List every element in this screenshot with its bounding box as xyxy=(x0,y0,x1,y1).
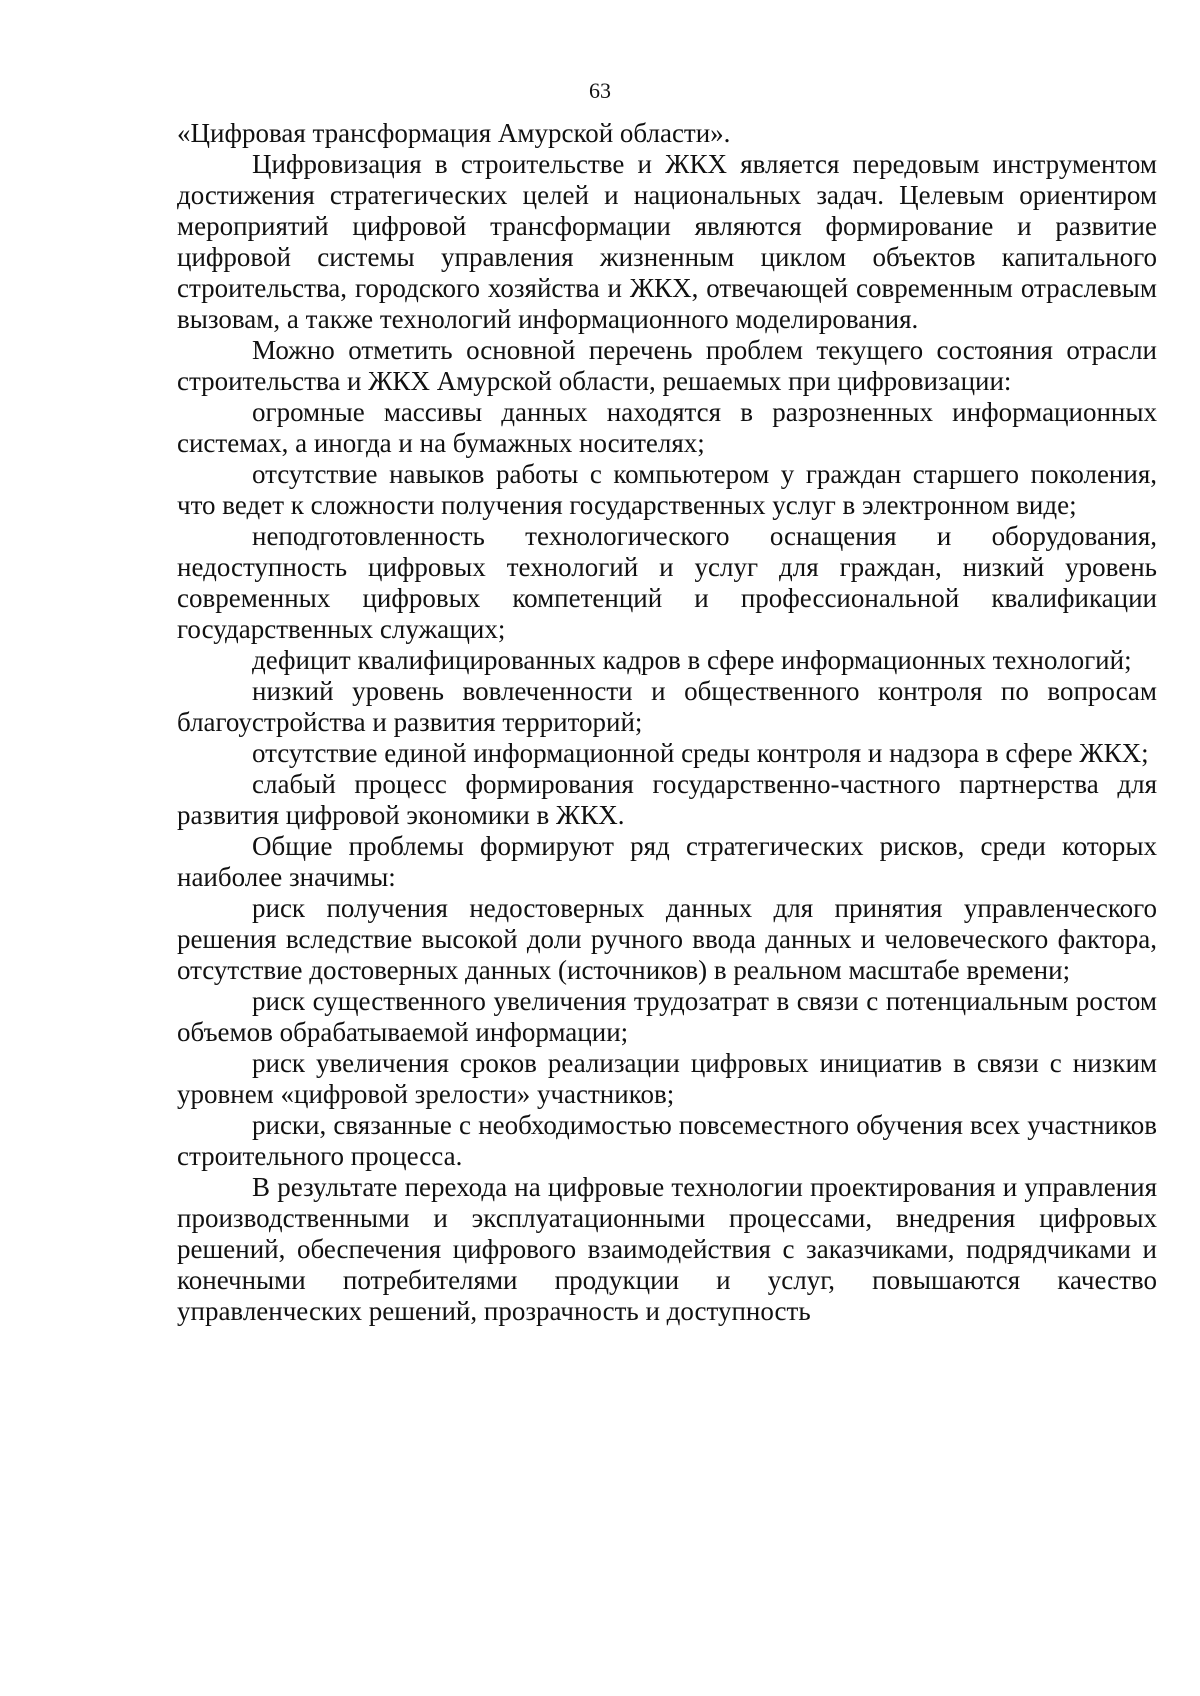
list-item-risk: риск получения недостоверных данных для принятия управленческого решения вследствие высокой доли ручного ввода данных и человеческого фактора, отсутствие достоверных данных (источников) в реальном масштабе времени; xyxy=(177,893,1157,985)
list-item-problem: низкий уровень вовлеченности и общественного контроля по вопросам благоустройства и развития территорий; xyxy=(177,676,1157,737)
document-body xyxy=(177,118,1157,1327)
list-item-problem: огромные массивы данных находятся в разрозненных информационных системах, а иногда и на бумажных носителях; xyxy=(177,397,1157,458)
list-item-problem: отсутствие навыков работы с компьютером у граждан старшего поколения, что ведет к сложности получения государственных услуг в электронном виде; xyxy=(177,459,1157,520)
list-item-risk: риск существенного увеличения трудозатрат в связи с потенциальным ростом объемов обрабатываемой информации; xyxy=(177,986,1157,1047)
list-item-problem: слабый процесс формирования государственно-частного партнерства для развития цифровой экономики в ЖКХ. xyxy=(177,769,1157,830)
paragraph-problems-intro: Можно отметить основной перечень проблем текущего состояния отрасли строительства и ЖКХ Амурской области, решаемых при цифровизации: xyxy=(177,335,1157,396)
list-item-risk: риск увеличения сроков реализации цифровых инициатив в связи с низким уровнем «цифровой зрелости» участников; xyxy=(177,1048,1157,1109)
list-item-risk: риски, связанные с необходимостью повсеместного обучения всех участников строительного процесса. xyxy=(177,1110,1157,1171)
list-item-problem: дефицит квалифицированных кадров в сфере информационных технологий; xyxy=(252,645,1132,675)
paragraph-title-continuation: «Цифровая трансформация Амурской области». xyxy=(177,118,731,148)
paragraph-risks-intro: Общие проблемы формируют ряд стратегических рисков, среди которых наиболее значимы: xyxy=(177,831,1157,892)
paragraph-results: В результате перехода на цифровые технологии проектирования и управления производственными и эксплуатационными процессами, внедрения цифровых решений, обеспечения цифрового взаимодействия с заказчиками, подрядчиками и конечными потребителями продукции и услуг, повышаются качество управленческих решений, прозрачность и доступность xyxy=(177,1172,1157,1326)
paragraph-digitalization: Цифровизация в строительстве и ЖКХ является передовым инструментом достижения стратегических целей и национальных задач. Целевым ориентиром мероприятий цифровой трансформации являются формирование и развитие цифровой системы управления жизненным циклом объектов капитального строительства, городского хозяйства и ЖКХ, отвечающей современным отраслевым вызовам, а также технологий информационного моделирования. xyxy=(177,149,1157,334)
list-item-problem: неподготовленность технологического оснащения и оборудования, недоступность цифровых технологий и услуг для граждан, низкий уровень современных цифровых компетенций и профессиональной квалификации государственных служащих; xyxy=(177,521,1157,644)
list-item-problem: отсутствие единой информационной среды контроля и надзора в сфере ЖКХ; xyxy=(252,738,1149,768)
page-number: 63 xyxy=(589,78,611,103)
